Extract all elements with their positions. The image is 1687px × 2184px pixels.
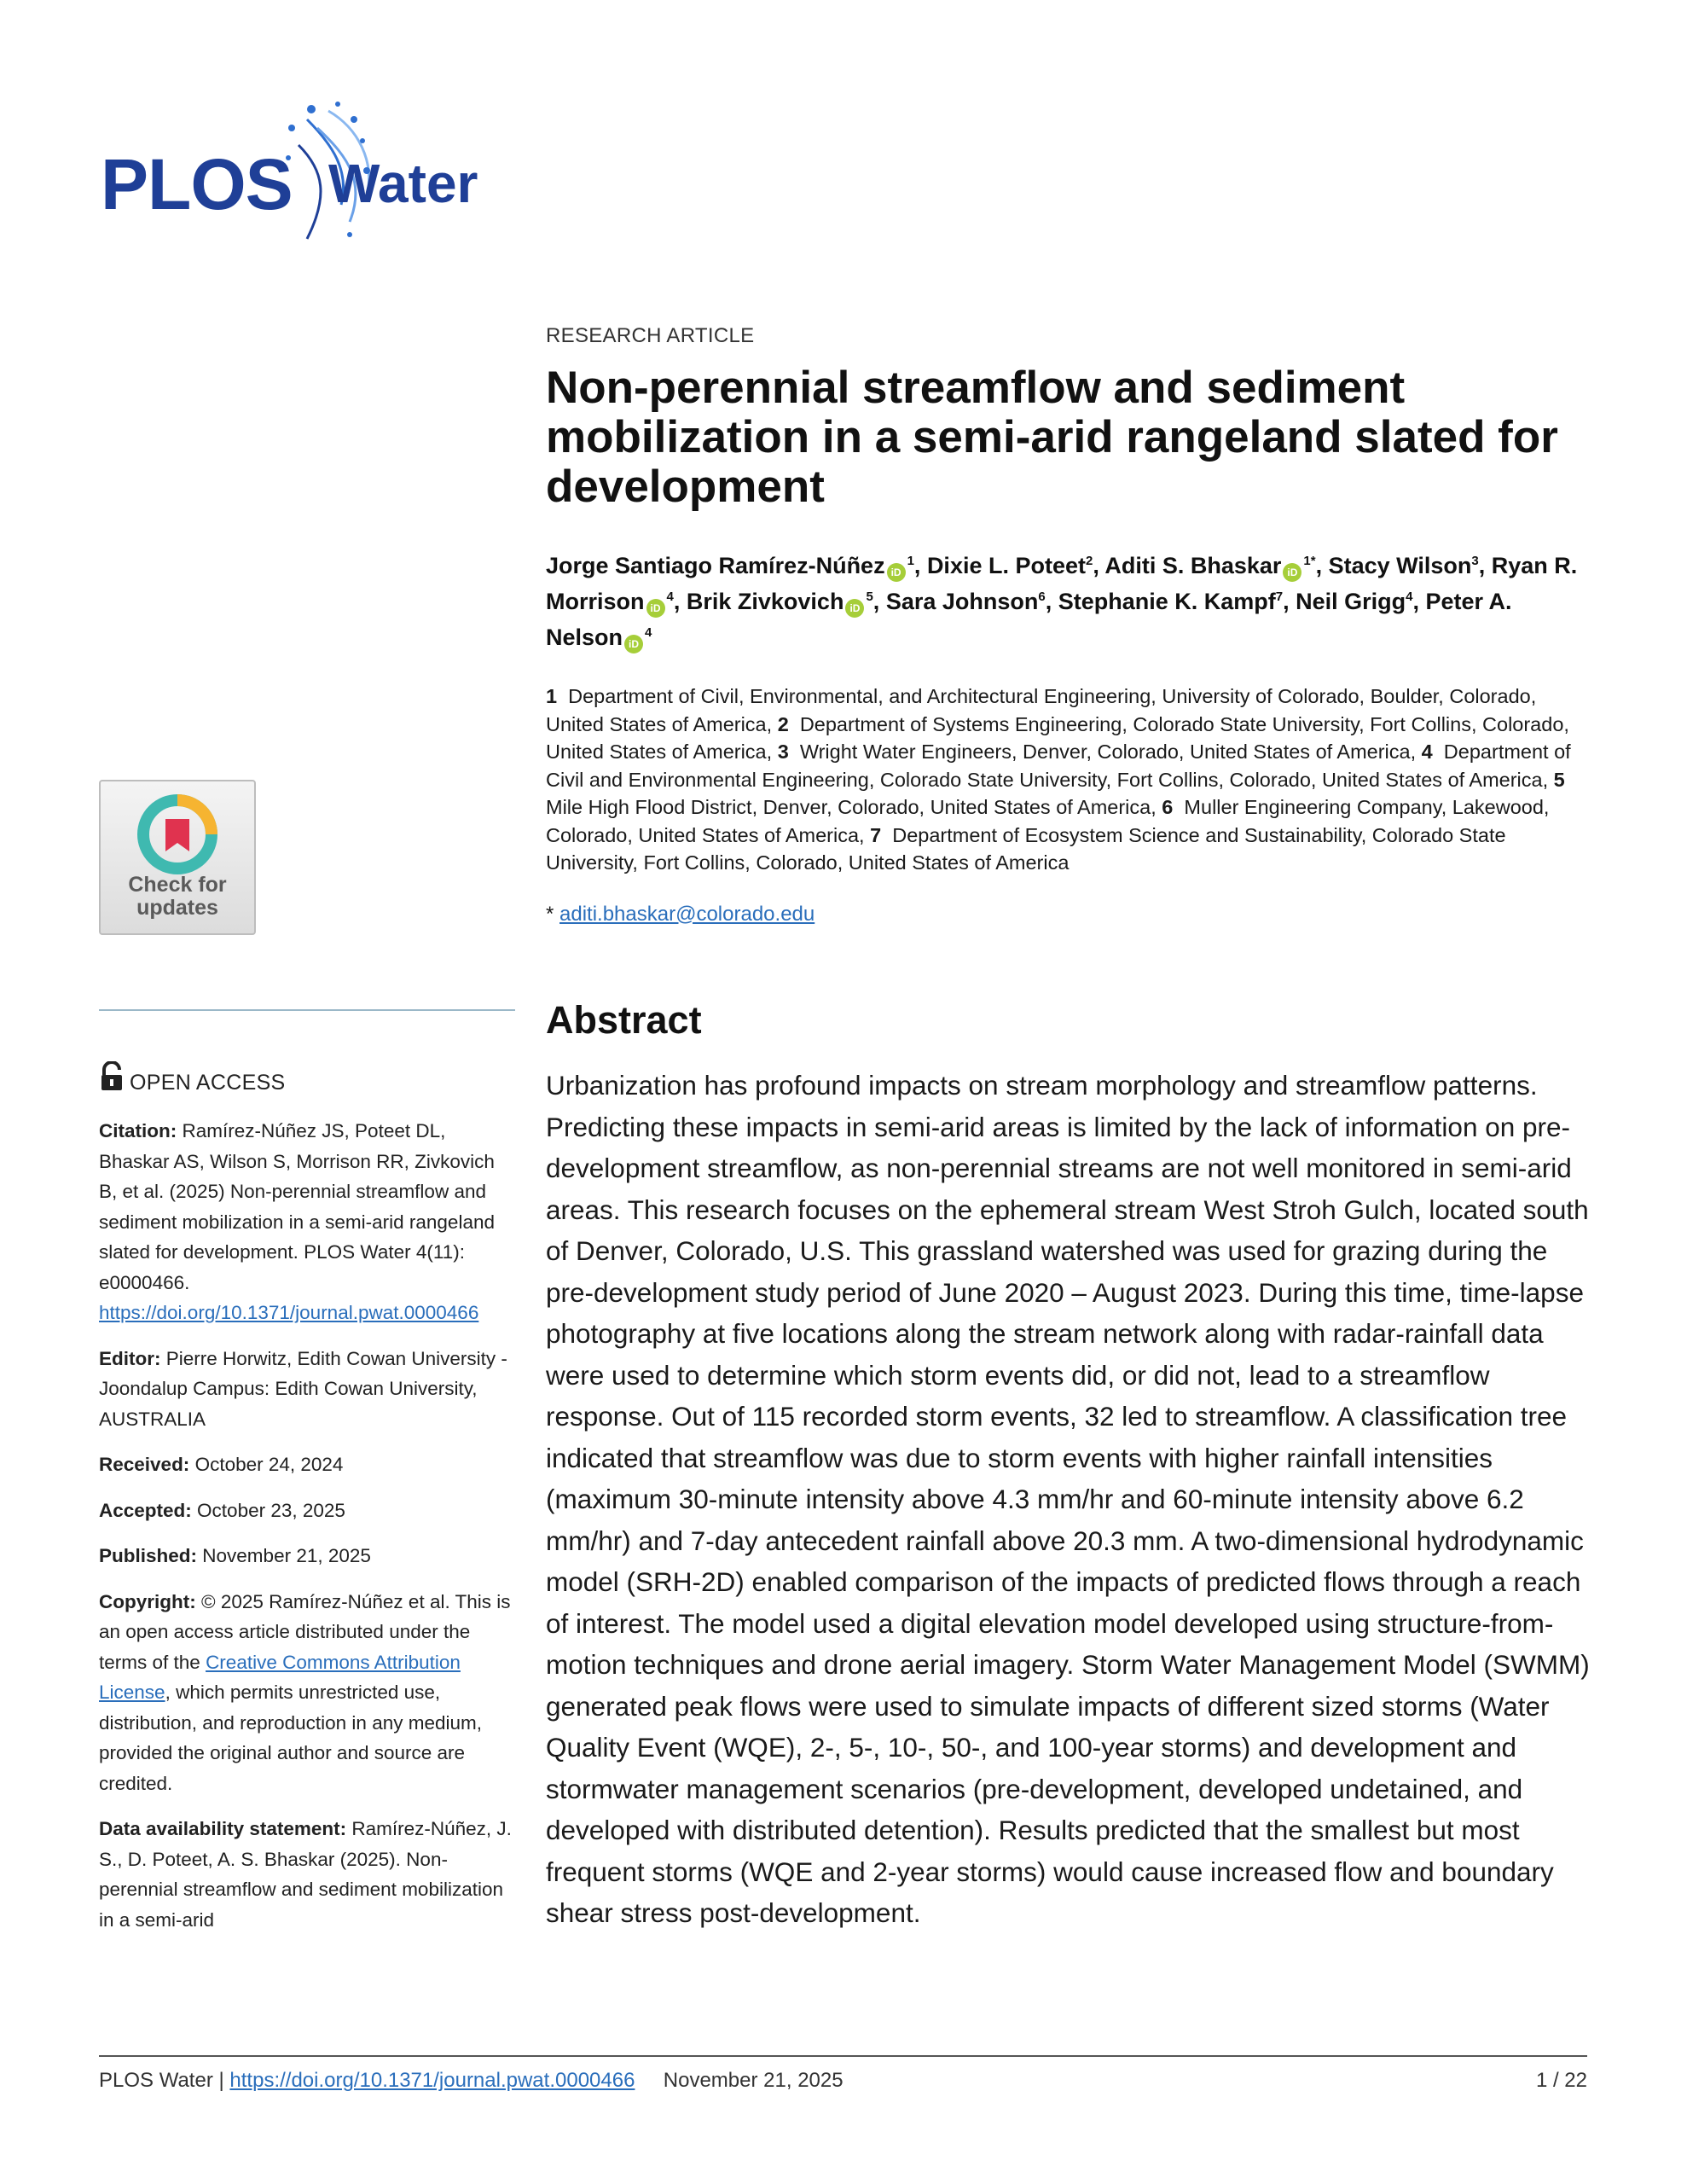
open-lock-icon <box>99 1061 125 1092</box>
author-name[interactable]: Aditi S. Bhaskar <box>1104 553 1282 578</box>
affiliation-text: Muller Engineering Company, Lakewood, Colorado, United States of America, <box>546 796 1550 846</box>
footer-divider <box>99 2055 1587 2057</box>
citation-doi-link[interactable]: https://doi.org/10.1371/journal.pwat.0000466 <box>99 1302 479 1323</box>
abstract-text: Urbanization has profound impacts on stream morphology and streamflow patterns. Predicting these impacts in semi-arid areas is limited by the lack of information on pre-development streamflow, as non-perennial streams are not well monitored in semi-arid areas. This research focuses on the ephemeral stream West Stroh Gulch, located south of Denver, Colorado, U.S. This grassland watershed was used for grazing during the pre-development study period of June 2020 – August 2023. During this time, time-lapse photography at five locations along the stream network along with radar-rainfall data were used to determine which storm events did, or did not, lead to a streamflow response. Out of 115 recorded storm events, 32 led to streamflow. A classification tree indicated that streamflow was due to storm events with higher rainfall intensities (maximum 30-minute intensity above 4.3 mm/hr and 60-minute intensity above 6.2 mm/hr) and 7-day antecedent rainfall above 20.3 mm. A two-dimensional hydrodynamic model (SRH-2D) enabled comparison of the impacts of predicted flows through a reach of interest. The model used a digital elevation model developed using structure-from-motion techniques and drone aerial imagery. Storm Water Management Model (SWMM) generated peak flows were used to simulate impacts of different sized storms (Water Quality Event (WQE), 2-, 5-, 10-, 50-, and 100-year storms) and development and stormwater management scenarios (pre-development, developed undetained, and developed with distributed detention). Results predicted that the smallest but most frequent storms (WQE and 2-year storms) would cause increased flow and boundary shear stress post-development. <box>546 1070 1590 1928</box>
orcid-icon[interactable]: iD <box>845 599 864 618</box>
affiliation-number: 1 <box>546 685 558 707</box>
orcid-icon[interactable]: iD <box>887 563 906 582</box>
email-link[interactable]: aditi.bhaskar@colorado.edu <box>559 902 815 926</box>
logo-journal-name: Water <box>328 153 478 214</box>
affiliation-text: Department of Civil and Environmental Engineering, Colorado State University, Fort Collins, Colorado, United States of America, <box>546 741 1571 791</box>
check-updates-icon <box>136 793 218 875</box>
affiliation-number: 3 <box>777 741 789 763</box>
author-name[interactable]: Stacy Wilson <box>1328 553 1472 578</box>
orcid-icon[interactable]: iD <box>624 635 643 653</box>
affiliation-list <box>546 682 1595 877</box>
article-type: RESEARCH ARTICLE <box>546 324 755 347</box>
author-name[interactable]: Dixie L. Poteet <box>926 553 1086 578</box>
footer-separator: | <box>218 2069 224 2092</box>
footer-journal: PLOS Water <box>99 2069 213 2092</box>
article-sidebar <box>99 1116 517 1950</box>
accepted-date: Accepted: October 23, 2025 <box>99 1499 345 1521</box>
affiliation-text: Department of Civil, Environmental, and Architectural Engineering, University of Colorado, Boulder, Colorado, United States of America, <box>546 685 1537 735</box>
author-name[interactable]: Brik Zivkovich <box>686 589 844 614</box>
journal-logo <box>94 94 495 264</box>
affiliation-number: 2 <box>777 712 789 735</box>
open-access-label: OPEN ACCESS <box>130 1071 286 1095</box>
citation-block: Citation: Ramírez-Núñez JS, Poteet DL, Bhaskar AS, Wilson S, Morrison RR, Zivkovich B, et al. (2025) Non-perennial streamflow and sediment mobilization in a semi-arid rangeland slated for development. PLOS Water 4(11): e0000466. https://doi.org/10.1371/journal.pwat.0000466 <box>99 1120 495 1323</box>
logo-brand: PLOS <box>101 144 293 224</box>
author-affiliation-sup: 5 <box>866 590 873 604</box>
author-affiliation-sup: 4 <box>666 590 674 604</box>
received-date: Received: October 24, 2024 <box>99 1454 344 1475</box>
affiliation-number: 4 <box>1421 741 1433 763</box>
author-name[interactable]: Ryan R. Morrison <box>546 553 1578 614</box>
footer-date: November 21, 2025 <box>663 2069 844 2092</box>
corresponding-email: * aditi.bhaskar@colorado.edu <box>546 902 815 926</box>
author-affiliation-sup: 6 <box>1038 590 1046 604</box>
author-affiliation-sup: 4 <box>645 625 652 640</box>
footer-doi-link[interactable]: https://doi.org/10.1371/journal.pwat.0000466 <box>229 2069 635 2092</box>
affiliation-text: Mile High Flood District, Denver, Colorado, United States of America, <box>546 768 1571 818</box>
author-name[interactable]: Sara Johnson <box>885 589 1039 614</box>
author-list: Jorge Santiago Ramírez-Núñez $iD^1$, Dixie L. Poteet$^2$, Aditi S. Bhaskar $iD^{1*}$, Stacy Wilson$^3$, Ryan R. Morrison $iD^4$, Brik Zivkovich $iD^5$, Sara Johnson$^6$, Stephanie K. Kampf$^7$, Neil Grigg$^4$, Peter A. Nelson $iD^4$ <box>546 546 1586 653</box>
author-affiliation-sup: 1 <box>907 554 914 568</box>
affiliation-number: 5 <box>1553 768 1565 791</box>
published-date: Published: November 21, 2025 <box>99 1545 371 1566</box>
author-affiliation-sup: 3 <box>1471 554 1479 568</box>
author-name[interactable]: Peter A. Nelson <box>546 589 1512 650</box>
article-header <box>546 324 1586 926</box>
sidebar-divider <box>99 1009 515 1011</box>
license-link[interactable]: Creative Commons Attribution License <box>99 1651 461 1703</box>
affiliation-text: Department of Systems Engineering, Colorado State University, Fort Collins, Colorado, United States of America, <box>546 712 1569 763</box>
check-for-updates-button[interactable] <box>99 780 256 935</box>
affiliation-text: Department of Ecosystem Science and Sustainability, Colorado State University, Fort Collins, Colorado, United States of America <box>546 823 1506 874</box>
orcid-icon[interactable]: iD <box>646 599 665 618</box>
author-affiliation-sup: 1* <box>1303 554 1316 568</box>
orcid-icon[interactable]: iD <box>1283 563 1301 582</box>
check-updates-label: Check for updates <box>128 873 227 920</box>
page-number: 1 / 22 <box>1535 2069 1587 2092</box>
author-name[interactable]: Jorge Santiago Ramírez-Núñez <box>546 553 885 578</box>
affiliation-number: 7 <box>870 823 882 846</box>
author-name[interactable]: Stephanie K. Kampf <box>1058 589 1276 614</box>
author-name[interactable]: Neil Grigg <box>1296 589 1406 614</box>
abstract-heading: Abstract <box>546 998 702 1042</box>
author-affiliation-sup: 4 <box>1406 590 1413 604</box>
affiliation-number: 6 <box>1162 796 1174 818</box>
affiliation-text: Wright Water Engineers, Denver, Colorado, United States of America, <box>788 741 1422 763</box>
copyright-block: Copyright: © 2025 Ramírez-Núñez et al. This is an open access article distributed under the terms of the Creative Commons Attribution License, which permits unrestricted use, distribution, and reproduction in any medium, provided the original author and source are credited. <box>99 1590 511 1794</box>
data-availability-block: Data availability statement: Ramírez-Núñez, J. S., D. Poteet, A. S. Bhaskar (2025). Non-perennial streamflow and sediment mobilization in a semi-arid <box>99 1818 512 1931</box>
author-affiliation-sup: 2 <box>1085 554 1093 568</box>
author-affiliation-sup: 7 <box>1275 590 1284 604</box>
page-footer <box>99 2069 1587 2093</box>
article-title: Non-perennial streamflow and sediment mobilization in a semi-arid rangeland slated for development <box>546 363 1558 512</box>
editor-block: Editor: Pierre Horwitz, Edith Cowan University - Joondalup Campus: Edith Cowan University, AUSTRALIA <box>99 1347 507 1430</box>
